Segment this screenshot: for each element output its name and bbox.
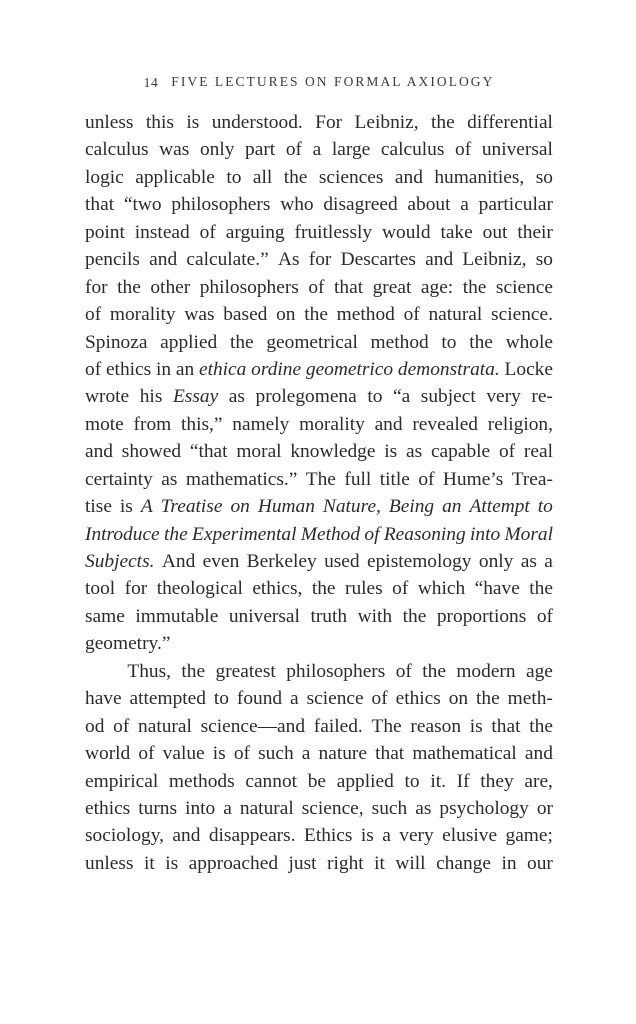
word: such	[371, 797, 408, 819]
word: in	[155, 358, 172, 380]
text-line	[85, 112, 553, 139]
word: is	[469, 715, 483, 737]
word: change	[436, 852, 491, 874]
word: be	[307, 770, 327, 792]
word: so	[535, 249, 553, 271]
word: of	[371, 688, 388, 710]
word: psychology	[439, 797, 529, 819]
word: science—and	[200, 715, 306, 737]
text-line	[85, 414, 553, 441]
word: Locke	[504, 358, 553, 380]
word: ethics,	[252, 578, 303, 600]
word: part	[245, 139, 276, 161]
text-line	[85, 743, 553, 770]
word: of	[138, 743, 155, 765]
body-text-block	[85, 112, 553, 880]
word: with	[357, 605, 393, 627]
word: geometry.”	[85, 633, 171, 655]
word-italic: Being	[388, 496, 435, 518]
word: game;	[505, 825, 553, 847]
word: is	[119, 496, 133, 518]
word: it.	[430, 770, 446, 792]
word: knowledge	[290, 441, 376, 463]
word: and	[425, 249, 454, 271]
word: meth-	[507, 688, 553, 710]
word: sociology,	[85, 825, 164, 847]
word: and	[85, 441, 113, 463]
running-head-title: FIVE LECTURES ON FORMAL AXIOLOGY	[171, 74, 495, 89]
word: is	[212, 743, 226, 765]
word: of	[455, 139, 472, 161]
word-italic: on	[230, 496, 250, 518]
word: applicable	[135, 166, 215, 188]
word: applied	[336, 770, 394, 792]
word: the	[529, 578, 553, 600]
word: as	[161, 468, 178, 490]
word: ethics	[105, 358, 152, 380]
text-line	[85, 606, 553, 633]
word: unless	[85, 852, 134, 874]
word: nature	[318, 743, 367, 765]
word: religion,	[487, 413, 553, 435]
word: mathematics.”	[185, 468, 298, 490]
word: The	[371, 715, 402, 737]
word: philosophers	[286, 660, 386, 682]
word: based	[223, 304, 268, 326]
word: a	[301, 743, 311, 765]
word-italic: the	[164, 523, 188, 545]
word: epistemology	[367, 551, 472, 572]
word: of	[418, 468, 435, 490]
word-italic: Nature,	[322, 496, 381, 518]
word: a	[223, 797, 232, 819]
word: method	[336, 304, 395, 326]
word-italic: A	[140, 496, 153, 518]
word: calculus	[380, 139, 445, 161]
word: of	[85, 358, 102, 380]
word: the	[117, 276, 141, 298]
text-line	[85, 798, 553, 825]
word: subject	[420, 386, 476, 408]
word: to	[367, 386, 383, 408]
word: science.	[491, 304, 553, 326]
word: of	[498, 441, 516, 463]
word: Leibniz,	[462, 249, 527, 271]
word: right	[327, 852, 364, 874]
word: and	[172, 825, 201, 847]
word: just	[288, 852, 317, 874]
word: natural	[138, 715, 192, 737]
word-italic: demonstrata.	[397, 358, 500, 380]
word: for	[124, 578, 148, 600]
word: empirical	[85, 770, 159, 792]
word: is	[384, 441, 398, 463]
paragraph-1	[85, 112, 553, 661]
word: so	[535, 166, 553, 188]
word: the	[431, 112, 455, 133]
word: that	[491, 715, 521, 737]
word: the	[529, 715, 553, 737]
word: an	[175, 358, 195, 380]
word: they	[480, 770, 514, 792]
text-line	[85, 524, 553, 551]
word: attempted	[129, 688, 206, 710]
word: and	[524, 743, 553, 765]
word: “have	[474, 578, 520, 600]
word: is	[360, 825, 374, 847]
word: of	[285, 139, 302, 161]
word: to	[226, 166, 242, 188]
word: such	[258, 743, 294, 765]
word-italic: Reasoning	[383, 523, 466, 545]
word: understood.	[211, 112, 303, 133]
word: calculus	[85, 139, 149, 161]
word: a	[460, 194, 469, 216]
word: a	[312, 139, 322, 161]
word: are,	[524, 770, 553, 792]
word: “two	[123, 194, 162, 216]
word: proportions	[436, 605, 527, 627]
word: great	[372, 276, 412, 298]
word: our	[527, 852, 553, 874]
word: world	[85, 743, 131, 765]
word: have	[85, 688, 122, 710]
word: to	[441, 331, 457, 353]
word: logic	[85, 166, 124, 188]
word: other	[150, 276, 191, 298]
word: natural	[428, 304, 483, 326]
word: And	[161, 551, 196, 572]
text-line	[85, 578, 553, 605]
text-line	[85, 633, 553, 660]
word: only	[478, 551, 514, 572]
word: rules	[345, 578, 383, 600]
word: philosophers	[199, 276, 299, 298]
word: would	[382, 221, 431, 243]
word: immutable	[135, 605, 219, 627]
word: mote	[85, 413, 124, 435]
word: “that	[189, 441, 228, 463]
word: of	[85, 304, 102, 326]
word: and	[394, 166, 423, 188]
word-italic: Experimental	[192, 523, 297, 545]
word: as	[405, 441, 423, 463]
word: is	[186, 112, 200, 133]
word: greatest	[215, 660, 276, 682]
word: from	[133, 413, 172, 435]
text-line	[85, 194, 553, 221]
word: a	[382, 825, 391, 847]
word: for	[308, 249, 332, 271]
word: Hume’s	[442, 468, 504, 490]
word: science	[495, 276, 553, 298]
word-italic: Method	[300, 523, 361, 545]
word: failed.	[313, 715, 363, 737]
text-line	[85, 688, 553, 715]
word-italic: Introduce	[85, 523, 160, 545]
word: point	[85, 221, 125, 243]
word: For	[315, 112, 343, 133]
word: differential	[467, 112, 553, 133]
word: very	[399, 825, 434, 847]
word: modern	[456, 660, 516, 682]
word: od	[85, 715, 105, 737]
word: natural	[239, 797, 294, 819]
word: same	[85, 605, 125, 627]
word: the	[469, 331, 493, 353]
text-line	[85, 304, 553, 331]
word: and	[374, 413, 403, 435]
word: it	[143, 852, 155, 874]
word: his	[139, 386, 163, 408]
word: the	[462, 276, 487, 298]
word: unless	[85, 112, 134, 133]
running-head	[85, 74, 553, 96]
word: re-	[531, 386, 553, 408]
word: the	[181, 660, 206, 682]
word-italic: Essay	[172, 386, 219, 408]
word: the	[476, 688, 500, 710]
word: prolegomena	[255, 386, 357, 408]
word: disappears.	[208, 825, 296, 847]
text-line	[85, 551, 553, 578]
text-line	[85, 386, 553, 413]
word: Trea-	[511, 468, 553, 490]
word: used	[324, 551, 360, 572]
word: particular	[478, 194, 553, 216]
word: age	[525, 660, 553, 682]
word: Berkeley	[246, 551, 317, 572]
word: and	[149, 249, 178, 271]
word: universal	[228, 605, 300, 627]
text-line	[85, 167, 553, 194]
word: mathematical	[412, 743, 517, 765]
word: theological	[156, 578, 243, 600]
word: was	[159, 139, 190, 161]
word: philosophers	[171, 194, 271, 216]
word: fruitlessly	[294, 221, 373, 243]
word: or	[536, 797, 553, 819]
word: of	[403, 304, 420, 326]
word: As	[277, 249, 300, 271]
word: geometrical	[266, 331, 358, 353]
word: truth	[310, 605, 348, 627]
word: of	[395, 660, 412, 682]
word: of	[392, 578, 409, 600]
word: tool	[85, 578, 116, 600]
word: methods	[168, 770, 235, 792]
word: Descartes	[340, 249, 416, 271]
word: of	[308, 276, 325, 298]
paragraph-2	[85, 661, 553, 881]
word: certainty	[85, 468, 153, 490]
word: wrote	[85, 386, 130, 408]
word: of	[113, 715, 130, 737]
word: on	[448, 688, 469, 710]
word: a	[290, 688, 299, 710]
word: Leibniz,	[354, 112, 419, 133]
word: tise	[85, 496, 112, 518]
word: is	[165, 852, 179, 874]
word: as	[415, 797, 432, 819]
word: The	[305, 468, 336, 490]
word: will	[395, 852, 426, 874]
word: disagreed	[323, 194, 398, 216]
text-line	[85, 716, 553, 743]
word: the	[304, 304, 328, 326]
word: out	[482, 221, 508, 243]
word: this,”	[181, 413, 223, 435]
word: was	[184, 304, 215, 326]
word: the	[229, 331, 254, 353]
text-line	[85, 496, 553, 523]
word-italic: geometrico	[305, 358, 394, 380]
word: morality	[109, 304, 176, 326]
word: large	[331, 139, 371, 161]
word: a	[544, 551, 553, 572]
text-line	[85, 277, 553, 304]
word: only	[199, 139, 235, 161]
word: very	[486, 386, 521, 408]
word: sciences	[318, 166, 384, 188]
word: turns	[138, 797, 178, 819]
word-italic: of	[364, 523, 380, 545]
word-italic: Treatise	[160, 496, 223, 518]
word: to	[404, 770, 420, 792]
text-line	[85, 771, 553, 798]
word: in	[501, 852, 517, 874]
text-line	[85, 661, 553, 688]
word: which	[417, 578, 466, 600]
word: Ethics	[303, 825, 353, 847]
word: whole	[505, 331, 553, 353]
text-line	[85, 249, 553, 276]
word: of	[536, 605, 553, 627]
word: calculate.”	[186, 249, 269, 271]
word: elusive	[442, 825, 498, 847]
word: showed	[121, 441, 182, 463]
word: pencils	[85, 249, 140, 271]
word: of	[233, 743, 250, 765]
word: about	[407, 194, 451, 216]
word: that	[334, 276, 364, 298]
word: namely	[232, 413, 290, 435]
word: reason	[410, 715, 462, 737]
word: science	[306, 688, 364, 710]
word: into	[185, 797, 216, 819]
word: the	[422, 660, 446, 682]
word: approached	[188, 852, 279, 874]
word: for	[85, 276, 108, 298]
word-italic: ordine	[251, 358, 302, 380]
word: it	[374, 852, 385, 874]
text-line	[85, 469, 553, 496]
text-line	[85, 441, 553, 468]
word-italic: Human	[257, 496, 315, 518]
word: the	[402, 605, 427, 627]
word: even	[202, 551, 240, 572]
word: on	[276, 304, 296, 326]
word: title	[379, 468, 410, 490]
word: “a	[393, 386, 411, 408]
word: instead	[134, 221, 190, 243]
word: that	[375, 743, 405, 765]
word: Spinoza	[85, 331, 148, 353]
word: real	[523, 441, 553, 463]
page-folio-number: 14	[143, 75, 159, 90]
word: age:	[420, 276, 454, 298]
word: humanities,	[434, 166, 525, 188]
text-line	[85, 853, 553, 880]
word-italic: ethica	[198, 358, 247, 380]
word: value	[162, 743, 205, 765]
text-line	[85, 359, 553, 386]
word-italic: Attempt	[469, 496, 530, 518]
text-line	[85, 139, 553, 166]
text-line	[85, 222, 553, 249]
word: as	[520, 551, 537, 572]
word: that	[85, 194, 115, 216]
word: found	[236, 688, 283, 710]
text-line	[85, 332, 553, 359]
word: to	[213, 688, 229, 710]
word: take	[440, 221, 473, 243]
word: full	[344, 468, 372, 490]
word: cannot	[245, 770, 298, 792]
word: capable	[430, 441, 491, 463]
word: applied	[160, 331, 218, 353]
word: arguing	[225, 221, 285, 243]
word: moral	[236, 441, 282, 463]
word: ethics	[85, 797, 131, 819]
text-line	[85, 825, 553, 852]
word: revealed	[412, 413, 479, 435]
word: universal	[481, 139, 553, 161]
word: who	[280, 194, 314, 216]
word-italic: an	[442, 496, 462, 518]
word-italic: to	[537, 496, 553, 518]
word: this	[145, 112, 174, 133]
word: the	[283, 166, 308, 188]
word-italic: Subjects.	[85, 551, 155, 572]
word: the	[311, 578, 336, 600]
word: method	[370, 331, 429, 353]
word-italic: into	[470, 523, 501, 545]
word: of	[199, 221, 216, 243]
word: morality	[299, 413, 365, 435]
word: Thus,	[127, 660, 172, 682]
word: If	[456, 770, 470, 792]
word: as	[228, 386, 245, 408]
word: their	[517, 221, 553, 243]
word-italic: Moral	[504, 523, 553, 545]
word: all	[252, 166, 273, 188]
word: science,	[301, 797, 364, 819]
word: ethics	[395, 688, 441, 710]
